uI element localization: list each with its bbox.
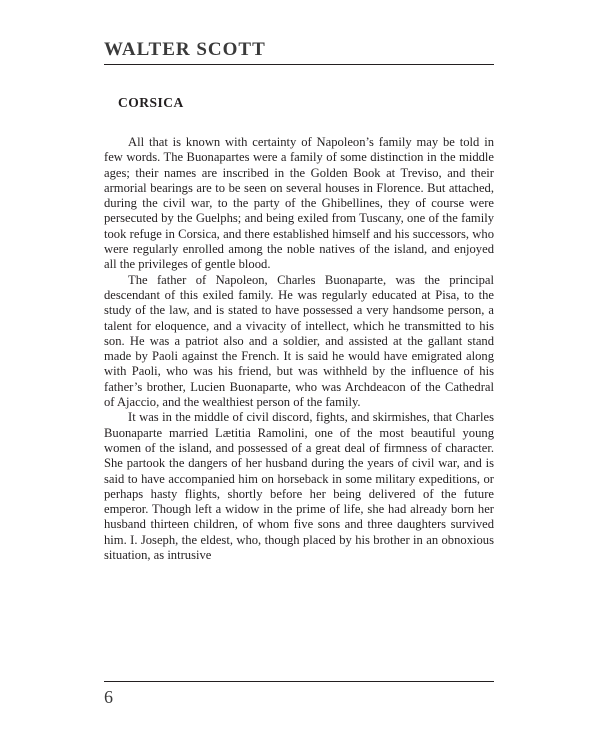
paragraph: The father of Napoleon, Charles Buonaparte, was the principal descendant of this exiled family. He was regularly educated at Pisa, to the study of the law, and is stated to have possessed a very handsome person, a talent for eloquence, and a vivacity of intellect, which he transmitted to his son. He was a patriot also and a soldier, and assisted at the gallant stand made by Paoli against the French. It is said he would have emigrated along with Paoli, who was his friend, but was withheld by the influence of his father’s brother, Lucien Buonaparte, who was Archdeacon of the Cathedral of Ajaccio, and the wealthiest person of the family. — [104, 272, 494, 410]
running-head: WALTER SCOTT — [104, 39, 266, 60]
chapter-title: CORSICA — [118, 95, 184, 110]
paragraph: All that is known with certainty of Napoleon’s family may be told in few words. The Buonapartes were a family of some distinction in the middle ages; their names are inscribed in the Golden Book at Treviso, and their armorial bearings are to be seen on several houses in Florence. But attached, during the civil war, to the party of the Ghibellines, they of course were persecuted by the Guelphs; and being exiled from Tuscany, one of the family took refuge in Corsica, and there established himself and his successors, who were regularly enrolled among the noble natives of the island, and enjoyed all the privileges of gentle blood. — [104, 135, 494, 272]
page-number: 6 — [104, 687, 113, 707]
header-rule — [104, 64, 494, 65]
body-text — [104, 135, 494, 563]
footer-rule — [104, 681, 494, 682]
paragraph: It was in the middle of civil discord, fights, and skirmishes, that Charles Buonaparte married Lætitia Ramolini, one of the most beautiful young women of the island, and possessed of a great deal of firmness of character. She partook the dangers of her husband during the years of civil war, and is said to have accompanied him on horseback in some military expeditions, or perhaps hasty flights, shortly before her being delivered of the future emperor. Though left a widow in the prime of life, she had already born her husband thirteen children, of whom five sons and three daughters survived him. I. Joseph, the eldest, who, though placed by his brother in an obnoxious situation, as intrusive — [104, 410, 494, 563]
